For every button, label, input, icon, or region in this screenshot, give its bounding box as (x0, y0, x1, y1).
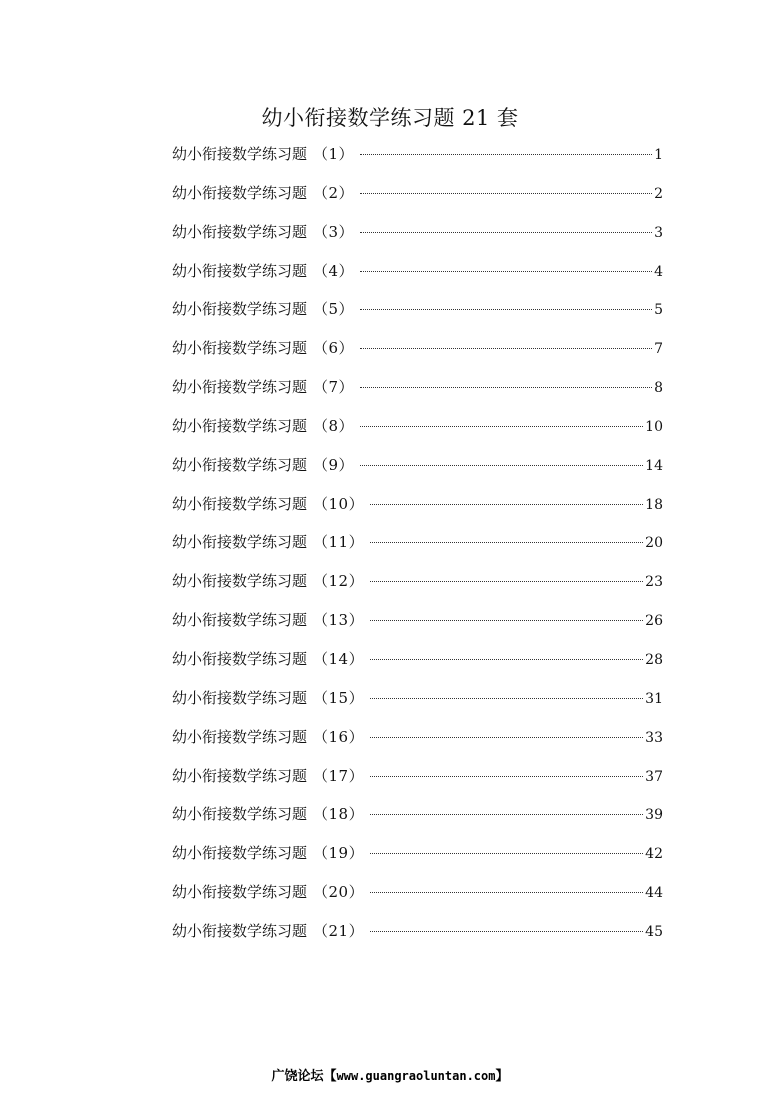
toc-entry[interactable] (172, 181, 663, 220)
toc-entry-page-number: 4 (654, 263, 663, 280)
toc-entry-page-number: 2 (654, 185, 663, 202)
toc-entry-label: 幼小衔接数学练习题 (172, 222, 308, 241)
toc-entry-number: （5） (313, 300, 355, 319)
toc-entry-page-number: 1 (654, 147, 663, 163)
toc-entry-label: 幼小衔接数学练习题 (172, 339, 308, 358)
toc-entry-page-number: 23 (645, 574, 663, 591)
toc-dot-leader (370, 931, 643, 932)
toc-dot-leader (360, 271, 652, 272)
toc-entry[interactable] (172, 220, 663, 259)
toc-entry-number: （3） (313, 222, 355, 241)
toc-entry-label: 幼小衔接数学练习题 (172, 572, 308, 591)
toc-entry[interactable] (172, 764, 663, 803)
toc-dot-leader (370, 620, 643, 621)
toc-entry-page-number: 8 (654, 380, 663, 397)
toc-dot-leader (360, 426, 643, 427)
toc-entry-number: （11） (313, 533, 365, 552)
toc-entry-number: （2） (313, 183, 355, 202)
toc-entry-page-number: 10 (645, 418, 663, 435)
table-of-contents (172, 142, 663, 958)
toc-entry-page-number: 37 (645, 768, 663, 785)
toc-dot-leader (370, 698, 643, 699)
toc-entry-label: 幼小衔接数学练习题 (172, 183, 308, 202)
toc-entry-number: （7） (313, 378, 355, 397)
toc-dot-leader (360, 154, 652, 155)
toc-entry[interactable] (172, 336, 663, 375)
toc-entry-number: （14） (313, 649, 365, 668)
toc-entry-number: （18） (313, 805, 365, 824)
toc-entry[interactable] (172, 259, 663, 298)
footer-url-link[interactable]: www.guangraoluntan.com (336, 1069, 496, 1083)
toc-entry-number: （4） (313, 261, 355, 280)
toc-entry-number: （10） (313, 494, 365, 513)
toc-entry-number: （15） (313, 688, 365, 707)
toc-entry-label: 幼小衔接数学练习题 (172, 494, 308, 513)
toc-entry-number: （12） (313, 572, 365, 591)
toc-entry-label: 幼小衔接数学练习题 (172, 378, 308, 397)
toc-entry-label: 幼小衔接数学练习题 (172, 145, 308, 163)
toc-dot-leader (370, 814, 643, 815)
toc-entry-page-number: 42 (645, 846, 663, 863)
toc-dot-leader (370, 659, 643, 660)
toc-dot-leader (370, 504, 643, 505)
toc-entry-number: （6） (313, 339, 355, 358)
toc-dot-leader (360, 465, 643, 466)
toc-entry-page-number: 3 (654, 224, 663, 241)
toc-entry[interactable] (172, 414, 663, 453)
toc-entry-number: （9） (313, 455, 355, 474)
toc-dot-leader (370, 737, 643, 738)
toc-dot-leader (370, 542, 643, 543)
toc-entry-label: 幼小衔接数学练习题 (172, 883, 308, 902)
toc-entry-label: 幼小衔接数学练习题 (172, 766, 308, 785)
toc-entry-label: 幼小衔接数学练习题 (172, 533, 308, 552)
toc-entry-number: （16） (313, 727, 365, 746)
footer-bracket-open: 【 (323, 1069, 337, 1084)
toc-entry[interactable] (172, 453, 663, 492)
toc-entry[interactable] (172, 297, 663, 336)
toc-entry-label: 幼小衔接数学练习题 (172, 455, 308, 474)
toc-entry-label: 幼小衔接数学练习题 (172, 727, 308, 746)
toc-entry-page-number: 44 (645, 885, 663, 902)
toc-entry-label: 幼小衔接数学练习题 (172, 688, 308, 707)
toc-entry[interactable] (172, 530, 663, 569)
toc-entry-page-number: 45 (645, 923, 663, 940)
toc-entry-page-number: 5 (654, 302, 663, 319)
toc-dot-leader (370, 853, 643, 854)
toc-dot-leader (370, 892, 643, 893)
toc-entry-number: （17） (313, 766, 365, 785)
toc-entry-page-number: 31 (645, 690, 663, 707)
toc-entry-label: 幼小衔接数学练习题 (172, 416, 308, 435)
toc-entry-page-number: 18 (645, 496, 663, 513)
toc-entry[interactable] (172, 880, 663, 919)
toc-entry[interactable] (172, 725, 663, 764)
toc-entry-number: （8） (313, 416, 355, 435)
toc-entry[interactable] (172, 375, 663, 414)
toc-dot-leader (360, 232, 652, 233)
toc-entry-page-number: 20 (645, 535, 663, 552)
toc-entry[interactable] (172, 802, 663, 841)
toc-dot-leader (360, 193, 652, 194)
toc-entry[interactable] (172, 919, 663, 958)
toc-entry-page-number: 7 (654, 341, 663, 358)
toc-entry-number: （21） (313, 921, 365, 940)
footer-bracket-close: 】 (495, 1069, 509, 1084)
toc-entry-page-number: 39 (645, 807, 663, 824)
toc-dot-leader (360, 309, 652, 310)
footer-site-name: 广饶论坛 (271, 1069, 324, 1084)
toc-entry[interactable] (172, 841, 663, 880)
toc-entry-page-number: 26 (645, 613, 663, 630)
toc-entry-label: 幼小衔接数学练习题 (172, 300, 308, 319)
toc-dot-leader (370, 581, 643, 582)
toc-entry[interactable] (172, 686, 663, 725)
toc-entry-number: （13） (313, 611, 365, 630)
toc-entry-number: （20） (313, 883, 365, 902)
toc-dot-leader (360, 387, 652, 388)
toc-entry-label: 幼小衔接数学练习题 (172, 844, 308, 863)
toc-entry-label: 幼小衔接数学练习题 (172, 649, 308, 668)
toc-entry-label: 幼小衔接数学练习题 (172, 921, 308, 940)
toc-entry[interactable] (172, 142, 663, 181)
toc-entry-label: 幼小衔接数学练习题 (172, 805, 308, 824)
toc-dot-leader (370, 776, 643, 777)
toc-entry-label: 幼小衔接数学练习题 (172, 261, 308, 280)
toc-entry-page-number: 14 (645, 457, 663, 474)
toc-entry[interactable] (172, 608, 663, 647)
toc-entry[interactable] (172, 492, 663, 531)
toc-dot-leader (360, 348, 652, 349)
toc-entry-label: 幼小衔接数学练习题 (172, 611, 308, 630)
toc-entry-page-number: 28 (645, 651, 663, 668)
footer (0, 1066, 780, 1087)
page-title: 幼小衔接数学练习题 21 套 (261, 106, 519, 130)
toc-entry-number: （19） (313, 844, 365, 863)
toc-entry[interactable] (172, 569, 663, 608)
toc-entry[interactable] (172, 647, 663, 686)
toc-entry-number: （1） (313, 145, 355, 163)
toc-entry-page-number: 33 (645, 729, 663, 746)
